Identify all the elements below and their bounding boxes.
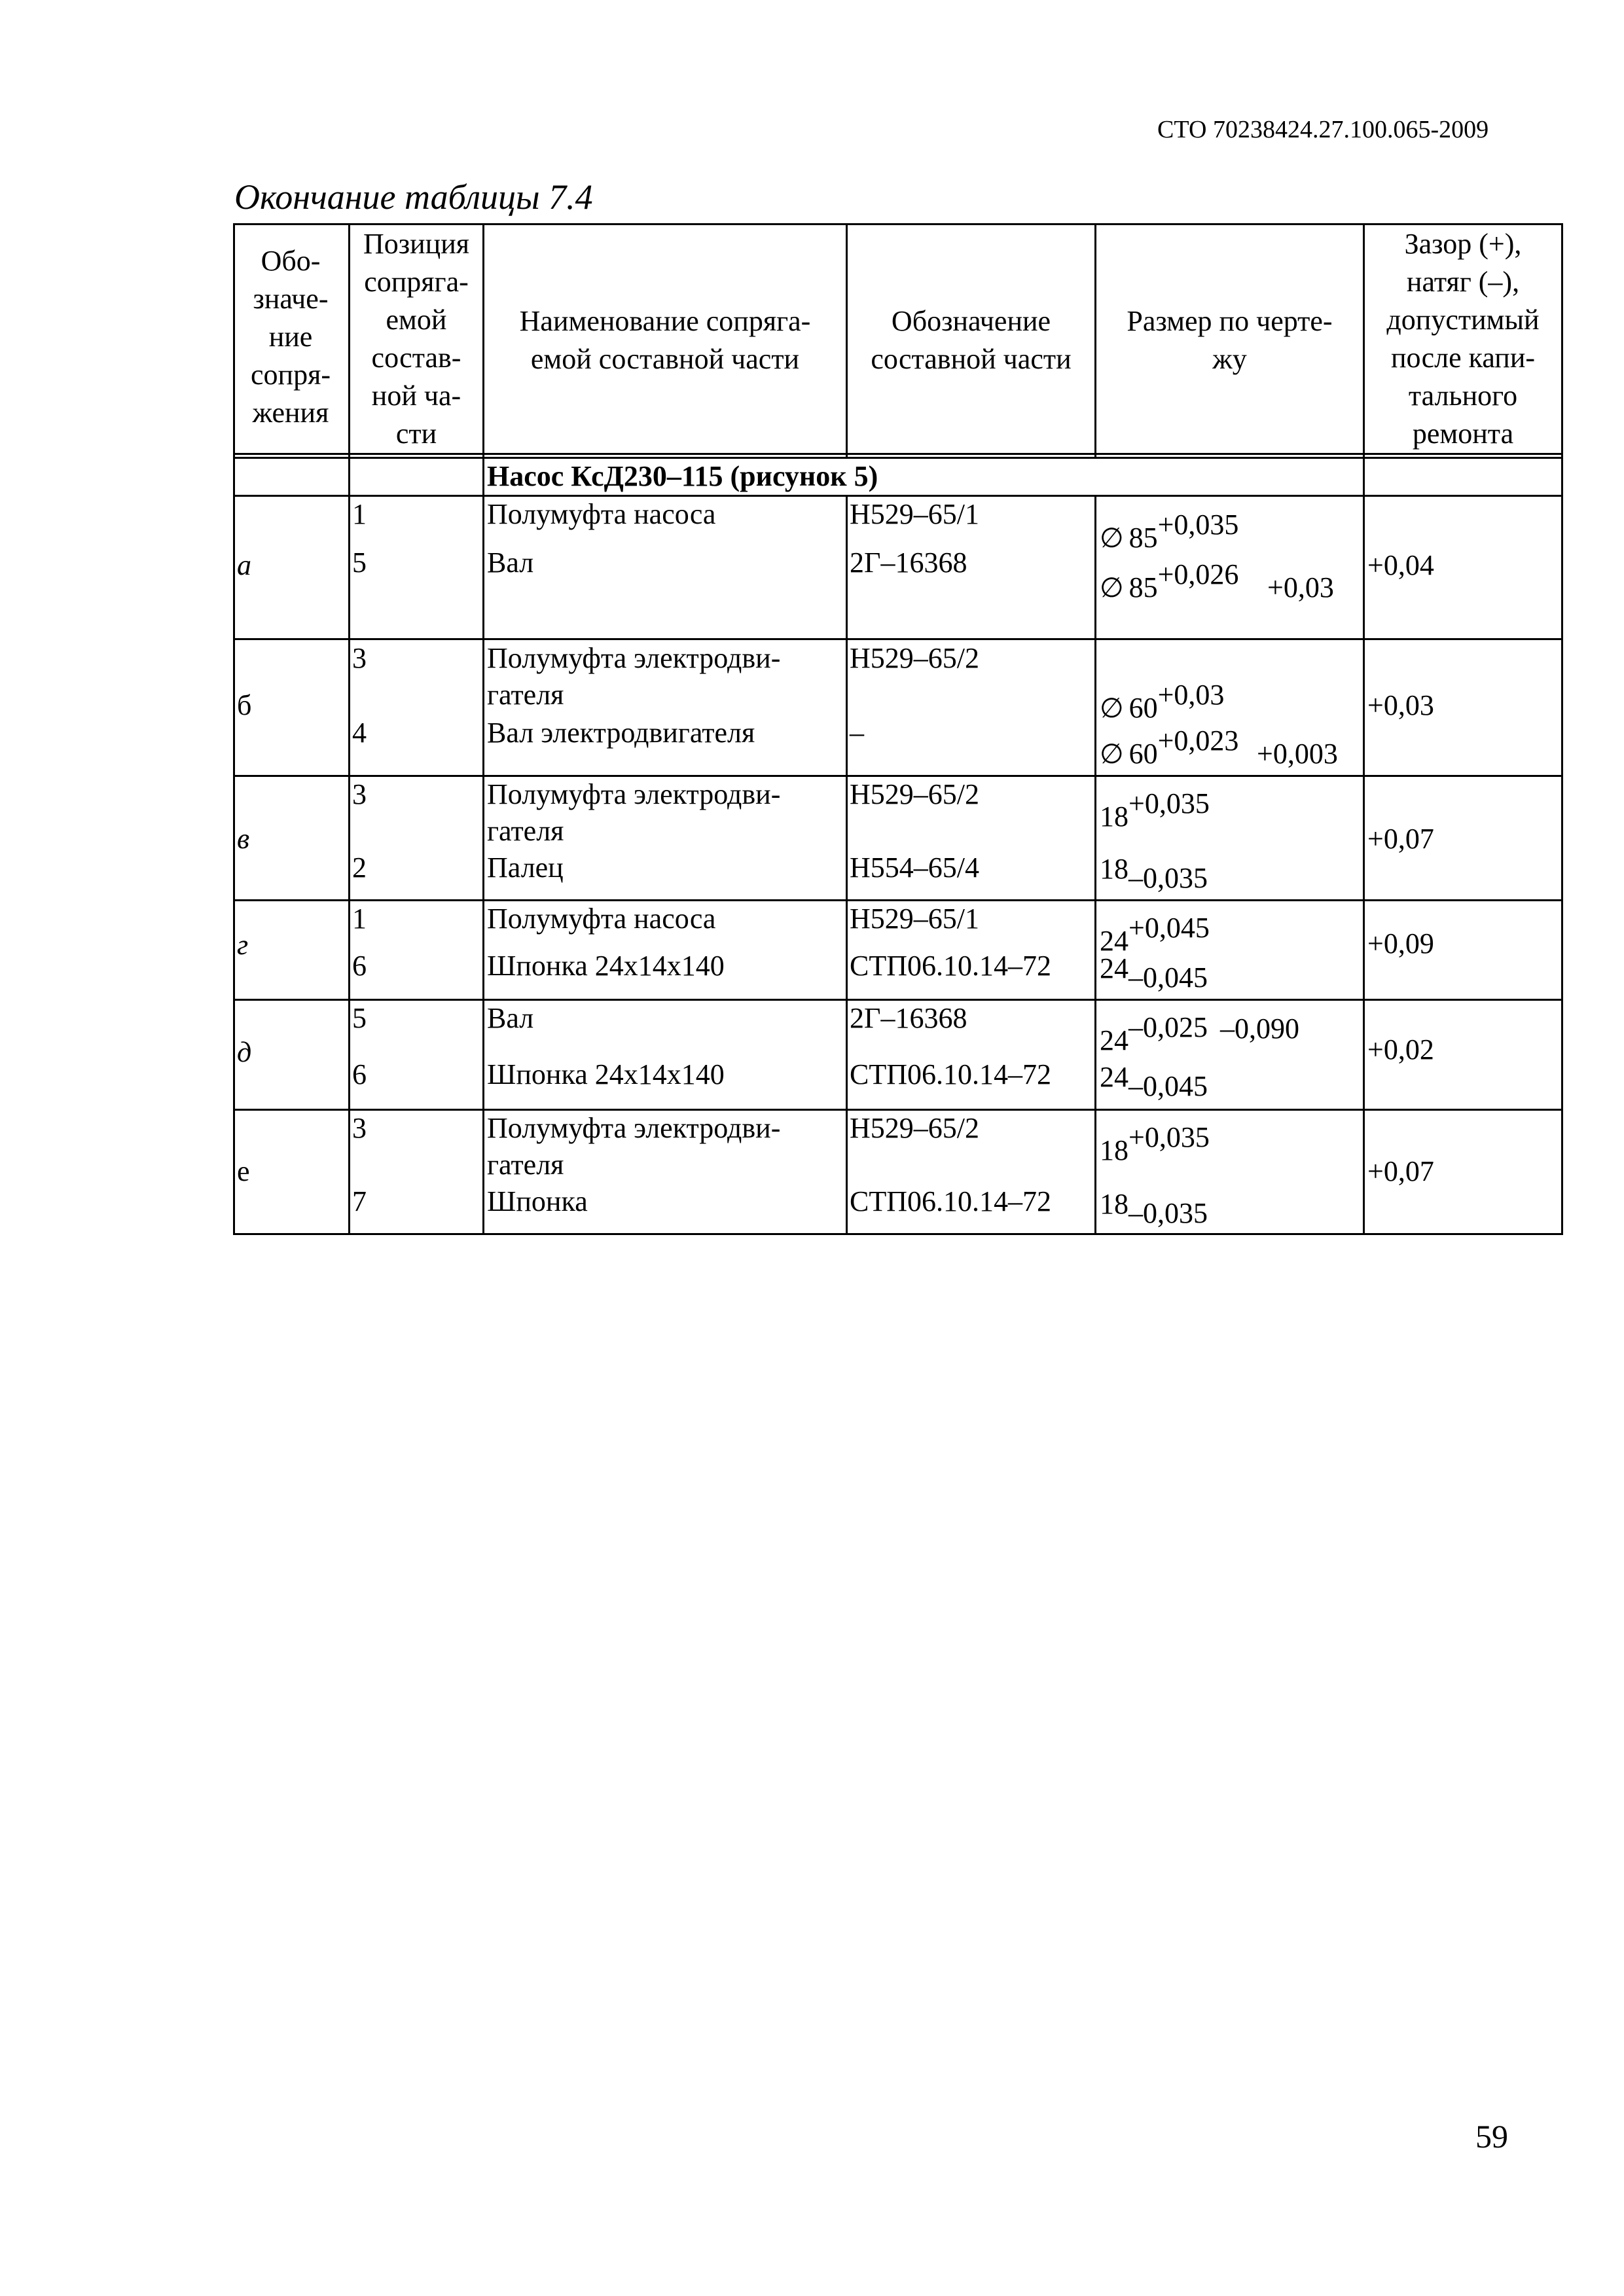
- drawing-size: [1100, 1190, 1208, 1228]
- header-name: [482, 302, 848, 378]
- header-position-line: ной ча-: [371, 380, 461, 412]
- header-part-designation-line: Обозначение: [891, 305, 1051, 337]
- position-number: 3: [352, 1112, 367, 1144]
- size-upper-deviation: +0,045: [1128, 912, 1210, 944]
- part-designation: Н529–65/1: [850, 903, 979, 935]
- header-position-line: емой: [386, 304, 447, 336]
- part-name: Шпонка: [487, 1185, 588, 1217]
- part-name: Шпонка 24х14х140: [487, 950, 725, 982]
- part-designation: 2Г–16368: [850, 547, 967, 579]
- size-upper-deviation: +0,035: [1157, 509, 1239, 541]
- position-number: 1: [352, 498, 367, 530]
- header-position: [348, 225, 484, 453]
- header-name-line: емой составной части: [530, 343, 800, 375]
- drawing-size: [1100, 1123, 1210, 1165]
- size-lower-deviation: –0,045: [1128, 961, 1208, 994]
- drawing-size: [1100, 511, 1238, 552]
- header-designation-line: сопря-: [251, 359, 331, 391]
- part-name: Вал: [487, 1002, 534, 1034]
- part-designation: СТП06.10.14–72: [850, 1058, 1051, 1090]
- header-clearance-line: допустимый: [1386, 304, 1540, 336]
- part-name: Полумуфта электродви-: [487, 642, 781, 674]
- header-designation-line: значе-: [253, 283, 329, 315]
- size-lower-deviation: +0,03: [1267, 571, 1334, 603]
- drawing-size: [1100, 1013, 1208, 1055]
- header-name-line: Наименование сопряга-: [519, 305, 811, 337]
- drawing-size: [1100, 855, 1208, 893]
- size-upper-deviation: +0,026: [1157, 558, 1239, 590]
- mating-mark: д: [237, 1036, 252, 1068]
- size-upper-deviation: +0,03: [1157, 679, 1225, 711]
- header-clearance: [1363, 225, 1563, 453]
- size-upper-deviation: +0,023: [1157, 725, 1239, 757]
- part-name: гателя: [487, 679, 564, 711]
- page-number: 59: [1475, 2118, 1508, 2155]
- header-position-line: состав-: [371, 342, 461, 374]
- size-base: 24: [1100, 1061, 1128, 1093]
- size-base: 18: [1100, 800, 1128, 833]
- size-lower-deviation: –0,045: [1128, 1070, 1208, 1102]
- size-base: 18: [1100, 853, 1128, 885]
- part-name: Полумуфта насоса: [487, 903, 716, 935]
- diameter-icon: ∅: [1100, 740, 1124, 770]
- header-part-designation: [846, 302, 1096, 378]
- drawing-size: [1100, 914, 1210, 956]
- part-name: Полумуфта электродви-: [487, 778, 781, 810]
- size-base: 85: [1128, 571, 1158, 603]
- part-name: Полумуфта насоса: [487, 498, 716, 530]
- part-designation: 2Г–16368: [850, 1002, 967, 1034]
- part-name: гателя: [487, 815, 564, 847]
- part-designation: Н554–65/4: [850, 852, 979, 884]
- part-name: гателя: [487, 1149, 564, 1181]
- part-name: Шпонка 24х14х140: [487, 1058, 725, 1090]
- position-number: 4: [352, 717, 367, 749]
- diameter-icon: ∅: [1100, 694, 1124, 724]
- drawing-size: [1100, 560, 1238, 602]
- size-base: 18: [1100, 1188, 1128, 1220]
- part-designation: Н529–65/2: [850, 642, 979, 674]
- position-number: 6: [352, 950, 367, 982]
- part-designation: СТП06.10.14–72: [850, 950, 1051, 982]
- mating-mark: г: [237, 929, 249, 961]
- part-designation: Н529–65/2: [850, 778, 979, 810]
- position-number: 1: [352, 903, 367, 935]
- part-name: Вал: [487, 547, 534, 579]
- part-name: Полумуфта электродви-: [487, 1112, 781, 1144]
- clearance-value: +0,02: [1367, 1033, 1434, 1066]
- mating-mark: б: [237, 689, 252, 721]
- section-title: Насос КсД230–115 (рисунок 5): [487, 460, 878, 492]
- mating-mark: в: [237, 823, 250, 855]
- drawing-size: [1100, 726, 1238, 768]
- header-designation: [233, 242, 348, 432]
- position-number: 6: [352, 1058, 367, 1090]
- header-designation-line: жения: [252, 397, 329, 429]
- clearance-value: +0,04: [1367, 549, 1434, 581]
- header-clearance-line: ремонта: [1412, 418, 1514, 450]
- size-upper-deviation: –0,025: [1128, 1011, 1208, 1043]
- size-lower-deviation: –0,090: [1220, 1013, 1299, 1045]
- clearance-value: +0,03: [1367, 689, 1434, 721]
- position-number: 5: [352, 1002, 367, 1034]
- header-size-line: Размер по черте-: [1127, 305, 1333, 337]
- header-clearance-line: после капи-: [1390, 342, 1536, 374]
- header-designation-line: ние: [268, 321, 313, 353]
- header-position-line: Позиция: [363, 228, 470, 260]
- position-number: 7: [352, 1185, 367, 1217]
- diameter-icon: ∅: [1100, 524, 1124, 554]
- mating-mark: е: [237, 1155, 250, 1187]
- drawing-size: [1100, 954, 1208, 992]
- size-base: 60: [1128, 738, 1158, 770]
- header-position-line: сти: [395, 418, 437, 450]
- header-clearance-line: натяг (–),: [1406, 266, 1520, 298]
- size-upper-deviation: +0,035: [1128, 787, 1210, 819]
- position-number: 2: [352, 852, 367, 884]
- table-caption: Окончание таблицы 7.4: [234, 177, 593, 217]
- size-upper-deviation: +0,035: [1128, 1121, 1210, 1153]
- size-lower-deviation: +0,003: [1257, 738, 1338, 770]
- clearance-value: +0,07: [1367, 823, 1434, 855]
- part-designation: –: [850, 717, 864, 749]
- size-base: 24: [1100, 952, 1128, 984]
- clearance-value: +0,07: [1367, 1155, 1434, 1187]
- part-designation: СТП06.10.14–72: [850, 1185, 1051, 1217]
- header-clearance-line: Зазор (+),: [1404, 228, 1522, 260]
- position-number: 5: [352, 547, 367, 579]
- drawing-size: [1100, 789, 1210, 831]
- part-name: Вал электродвигателя: [487, 717, 755, 749]
- drawing-size: [1100, 681, 1224, 723]
- header-size: [1094, 302, 1365, 378]
- header-size-line: жу: [1212, 343, 1247, 375]
- diameter-icon: ∅: [1100, 573, 1124, 603]
- size-base: 85: [1128, 522, 1158, 554]
- mating-mark: а: [237, 549, 251, 581]
- size-base: 24: [1100, 1024, 1128, 1056]
- clearance-value: +0,09: [1367, 927, 1434, 960]
- size-base: 24: [1100, 925, 1128, 957]
- position-number: 3: [352, 778, 367, 810]
- header-part-designation-line: составной части: [871, 343, 1072, 375]
- header-designation-line: Обо-: [261, 245, 321, 277]
- size-base: 18: [1100, 1134, 1128, 1166]
- part-designation: Н529–65/2: [850, 1112, 979, 1144]
- size-lower-deviation: –0,035: [1128, 1197, 1208, 1229]
- header-position-line: сопряга-: [364, 266, 469, 298]
- part-designation: Н529–65/1: [850, 498, 979, 530]
- drawing-size: [1100, 1063, 1208, 1101]
- position-number: 3: [352, 642, 367, 674]
- document-code: СТО 70238424.27.100.065-2009: [1157, 116, 1489, 143]
- header-clearance-line: тального: [1408, 380, 1518, 412]
- size-base: 60: [1128, 692, 1158, 724]
- part-name: Палец: [487, 852, 564, 884]
- size-lower-deviation: –0,035: [1128, 862, 1208, 894]
